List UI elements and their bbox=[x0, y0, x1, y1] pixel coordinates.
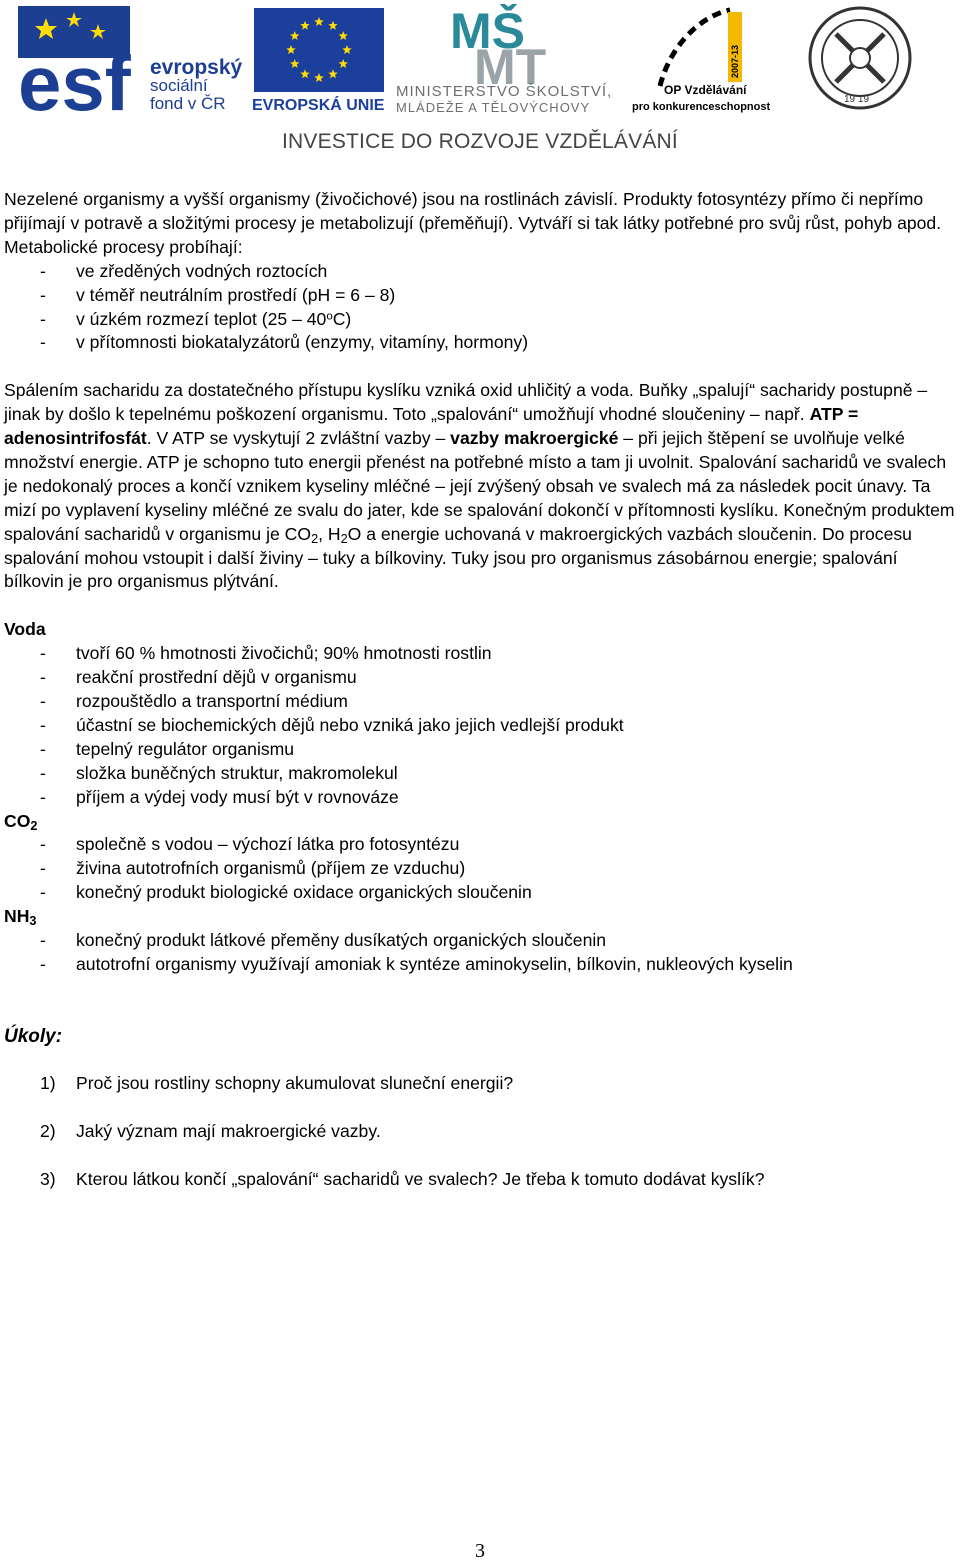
op-line1: OP Vzdělávání bbox=[664, 83, 747, 97]
svg-text:MT: MT bbox=[474, 39, 547, 95]
eu-flag-logo bbox=[252, 8, 388, 114]
ukoly-heading: Úkoly: bbox=[4, 1025, 63, 1047]
voda-heading: Voda bbox=[4, 619, 46, 640]
dash: - bbox=[40, 762, 46, 783]
list-item-text: složka buněčných struktur, makromolekul bbox=[76, 762, 398, 783]
esf-line3: fond v ČR bbox=[150, 94, 226, 113]
temp-unit: C) bbox=[332, 308, 352, 329]
list-item bbox=[4, 786, 960, 810]
list-item-text: živina autotrofních organismů (příjem ze vzduchu) bbox=[76, 858, 466, 879]
dash: - bbox=[40, 691, 46, 711]
questions-list bbox=[4, 1072, 960, 1192]
temp-range: v úzkém rozmezí teplot (25 – 40 bbox=[76, 308, 327, 329]
metabolic-title: Metabolické procesy probíhají: bbox=[4, 236, 243, 257]
list-item-text: ve zředěných vodných roztocích bbox=[76, 260, 328, 281]
list-item-text: konečný produkt látkové přeměny dusíkatých organických sloučenin bbox=[76, 930, 607, 951]
nh3-list bbox=[4, 929, 960, 977]
list-item bbox=[4, 690, 960, 714]
svg-text:MŠ: MŠ bbox=[450, 4, 525, 59]
svg-text:esf: esf bbox=[18, 39, 131, 114]
dash: - bbox=[40, 667, 46, 688]
msmt-line2: MLÁDEŽE A TĚLOVÝCHOVY bbox=[396, 100, 591, 115]
question-text: Kterou látkou končí „spalování“ sacharidů ve svalech? Je třeba k tomuto dodávat kyslík? bbox=[76, 1169, 765, 1190]
nh3-heading: $NH_3$ bbox=[4, 906, 37, 929]
list-item bbox=[4, 929, 960, 953]
combustion-paragraph: Spálením sacharidu za dostatečného přístupu kyslíku vzniká oxid uhličitý a voda. Buňky „spalují“ sacharidy postupně – jinak by došlo k tepelnému poškození organismu. Toto „spalování“ umožňují vhodné sloučeniny – např. ATP = adenosintrifosfát. V ATP se vyskytují 2 zvláštní vazby – vazby makroergické – při jejich štěpení se uvolňuje velké množství energie. ATP je schopno tuto energii přenést na potřebné místo a tam ji uvolnit. Spalování sacharidů ve svalech je nedokonalý proces a končí vznikem kyseliny mléčné – její zvýšený obsah ve svalech má za následek pocit únavy. Ta mizí po vyplavení kyseliny mléčné ze svalu do jater, kde se spalování dokončí v přítomnosti kyslíku. Konečným produktem spalování sacharidů v organismu je $CO_2$, $H_2O$ a energie uchovaná v makroergických vazbách sloučenin. Do procesu spalování mohou vstoupit i další živiny – tuky a bílkoviny. Tuky jsou pro organismus zásobárnou energie; spalování bílkovin je pro organismus plýtvání. bbox=[4, 380, 955, 592]
page-number: 3 bbox=[475, 1540, 485, 1562]
dash: - bbox=[40, 308, 46, 329]
list-item bbox=[4, 881, 960, 905]
question-text: Jaký význam mají makroergické vazby. bbox=[76, 1121, 381, 1142]
list-item bbox=[4, 666, 960, 690]
question-number: 3) bbox=[40, 1169, 56, 1190]
eu-label: EVROPSKÁ UNIE bbox=[252, 97, 385, 114]
dash: - bbox=[40, 858, 46, 879]
list-item-text bbox=[76, 308, 351, 332]
esf-line1: evropský bbox=[150, 56, 243, 79]
co2-list bbox=[4, 833, 960, 905]
list-item-text: společně s vodou – výchozí látka pro fotosyntézu bbox=[76, 834, 460, 855]
list-item-text: tepelný regulátor organismu bbox=[76, 738, 295, 759]
esf-line2: sociální bbox=[150, 76, 208, 95]
list-item-text: v téměř neutrálním prostředí (pH = 6 – 8) bbox=[76, 284, 396, 305]
list-item-text: autotrofní organismy využívají amoniak k syntéze aminokyselin, bílkovin, nukleových kyselin bbox=[76, 953, 793, 974]
dash: - bbox=[40, 284, 46, 305]
list-item bbox=[4, 260, 960, 284]
list-item-text: rozpouštědlo a transportní médium bbox=[76, 691, 348, 711]
list-item-text: tvoří 60 % hmotnosti živočichů; 90% hmotnosti rostlin bbox=[76, 643, 492, 664]
list-item-text: konečný produkt biologické oxidace organických sloučenin bbox=[76, 882, 532, 903]
op-line2: pro konkurenceschopnost bbox=[632, 101, 771, 113]
school-seal-logo bbox=[806, 4, 914, 112]
intro-paragraph: Nezelené organismy a vyšší organismy (živočichové) jsou na rostlinách závislí. Produkty fotosyntézy přímo či nepřímo přijímají v potravě a složitými procesy je metabolizují (přeměňují). Vytváří si tak látky potřebné pro svůj růst, pohyb apod. bbox=[4, 189, 942, 233]
msmt-line1: MINISTERSTVO ŠKOLSTVÍ, bbox=[396, 83, 613, 100]
dash: - bbox=[40, 786, 46, 807]
list-item bbox=[4, 642, 960, 666]
list-item bbox=[4, 308, 960, 332]
list-item-text: účastní se biochemických dějů nebo vzniká jako jejich vedlejší produkt bbox=[76, 714, 624, 735]
slogan: INVESTICE DO ROZVOJE VZDĚLÁVÁNÍ bbox=[282, 130, 678, 153]
msmt-logo bbox=[394, 4, 626, 116]
question-number: 2) bbox=[40, 1121, 56, 1142]
dash: - bbox=[40, 834, 46, 855]
dash: - bbox=[40, 930, 46, 951]
header-logos bbox=[0, 0, 960, 160]
co2-heading: $CO_2$ bbox=[4, 810, 38, 833]
list-item bbox=[4, 331, 960, 355]
question-item bbox=[4, 1168, 960, 1192]
voda-list bbox=[4, 642, 960, 809]
question-text: Proč jsou rostliny schopny akumulovat sluneční energii? bbox=[76, 1073, 514, 1094]
atp-term: ATP = adenosintrifosfát bbox=[4, 404, 859, 449]
list-item-text: reakční prostřední dějů v organismu bbox=[76, 667, 357, 688]
degree-sup: o bbox=[326, 309, 333, 322]
dash: - bbox=[40, 332, 46, 353]
dash: - bbox=[40, 260, 46, 281]
question-number: 1) bbox=[40, 1073, 56, 1094]
dash: - bbox=[40, 643, 46, 664]
list-item-text: v přítomnosti biokatalyzátorů (enzymy, vitamíny, hormony) bbox=[76, 332, 529, 353]
op-years: 2007-13 bbox=[730, 44, 740, 78]
seal-year: 19 19 bbox=[844, 94, 870, 105]
list-item bbox=[4, 714, 960, 738]
question-item bbox=[4, 1072, 960, 1096]
op-vzdelavani-logo bbox=[630, 6, 780, 114]
dash: - bbox=[40, 738, 46, 759]
list-item bbox=[4, 738, 960, 762]
dash: - bbox=[40, 714, 46, 735]
list-item bbox=[4, 953, 960, 977]
list-item bbox=[4, 857, 960, 881]
dash: - bbox=[40, 953, 46, 974]
document-body bbox=[4, 188, 960, 1192]
list-item bbox=[4, 833, 960, 857]
macroergic-term: vazby makroergické bbox=[450, 428, 619, 449]
list-item-text: příjem a výdej vody musí být v rovnováze bbox=[76, 786, 399, 807]
question-item bbox=[4, 1120, 960, 1144]
dash: - bbox=[40, 882, 46, 903]
esf-logo bbox=[18, 6, 248, 114]
list-item bbox=[4, 762, 960, 786]
list-item bbox=[4, 284, 960, 308]
